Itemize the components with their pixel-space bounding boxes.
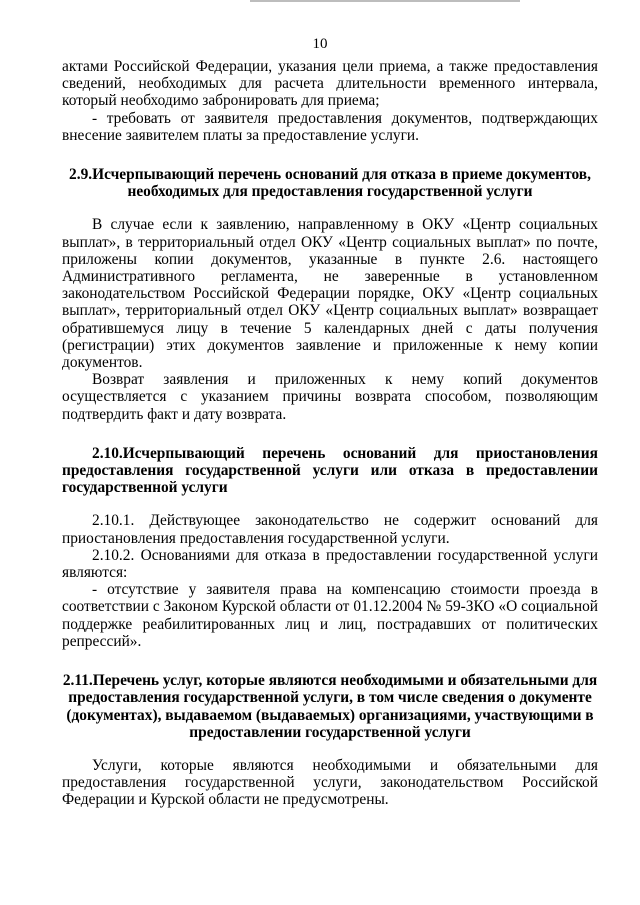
section-heading-2-11: 2.11.Перечень услуг, которые являются необходимыми и обязательными для предоставления государственной услуги, в том числе сведения о документе (документах), выдаваемом (выдаваемых) организациями, участвующими в предоставлении государственной услуги <box>62 672 598 741</box>
paragraph: актами Российской Федерации, указания цели приема, а также предоставления сведений, необходимых для расчета длительности временного интервала, который необходимо забронировать для приема; <box>62 58 598 110</box>
section-heading-2-9: 2.9.Исчерпывающий перечень оснований для отказа в приеме документов, необходимых для предоставления государственной услуги <box>69 166 591 201</box>
page-number: 10 <box>312 36 328 52</box>
paragraph: Услуги, которые являются необходимыми и обязательными для предоставления государственной услуги, законодательством Российской Федерации и Курской области не предусмотрены. <box>62 756 598 809</box>
paragraph: Возврат заявления и приложенных к нему копий документов осуществляется с указанием причины возврата способом, позволяющим подтвердить факт и дату возврата. <box>62 371 598 423</box>
paragraph: - отсутствие у заявителя права на компенсацию стоимости проезда в соответствии с Законом Курской области от 01.12.2004 № 59-ЗКО «О социальной поддержке реабилитированных лиц и лиц, пострадавших от политических репрессий». <box>62 581 598 650</box>
document-body <box>62 58 598 809</box>
paragraph: В случае если к заявлению, направленному в ОКУ «Центр социальных выплат», в территориальный отдел ОКУ «Центр социальных выплат» по почте, приложены копии документов, указанные в пункте 2.6. настоящего Административного регламента, не заверенные в установленном законодательством Российской Федерации порядке, ОКУ «Центр социальных выплат», территориальный отдел ОКУ «Центр социальных выплат» возвращает обратившемуся лицу в течение 5 календарных дней с даты получения (регистрации) этих документов заявление и приложенные к нему копии документов. <box>62 216 598 372</box>
paragraph: - требовать от заявителя предоставления документов, подтверждающих внесение заявителем платы за предоставление услуги. <box>62 109 598 144</box>
section-heading-2-10: 2.10.Исчерпывающий перечень оснований для приостановления предоставления государственной услуги или отказа в предоставлении государственной услуги <box>62 444 598 497</box>
paragraph: 2.10.2. Основаниями для отказа в предоставлении государственной услуги являются: <box>62 546 598 582</box>
paragraph: 2.10.1. Действующее законодательство не содержит оснований для приостановления предоставления государственной услуги. <box>62 512 598 547</box>
top-rule <box>250 0 520 2</box>
